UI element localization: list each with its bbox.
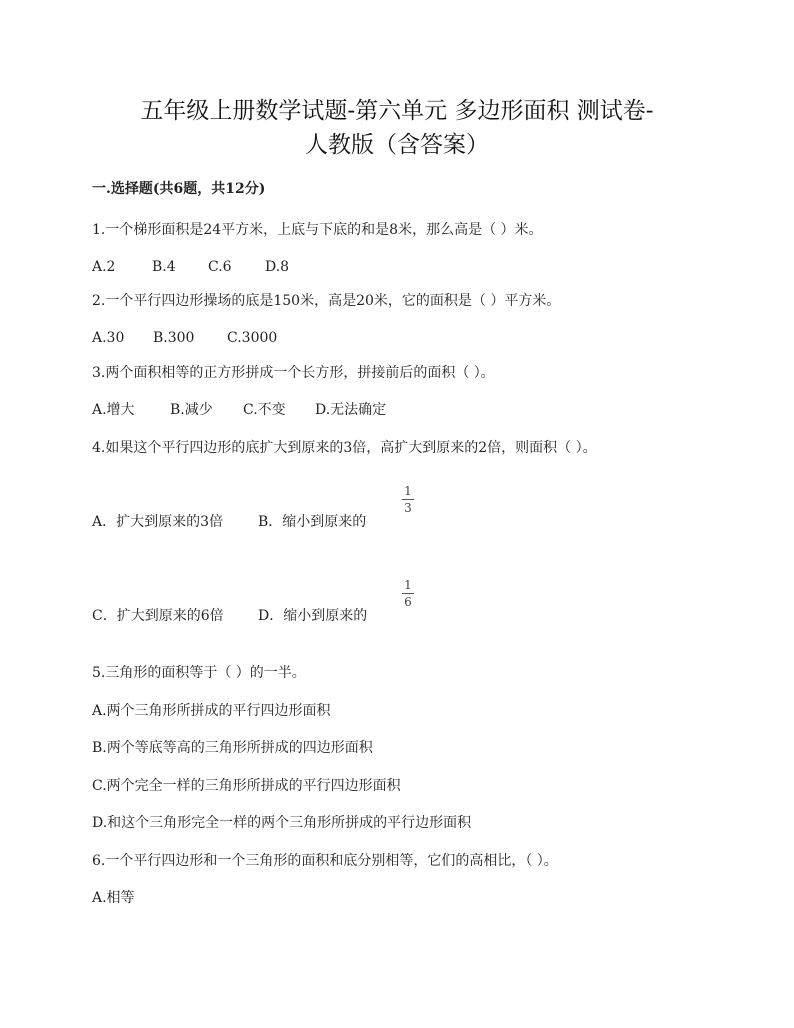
fraction-bar xyxy=(402,593,414,594)
q1-option-d: D.8 xyxy=(265,259,290,275)
q4-option-b: B．缩小到原来的 xyxy=(258,514,367,530)
question-1-options xyxy=(92,258,289,276)
q5-option-c: C.两个完全一样的三角形所拼成的平行四边形面积 xyxy=(92,778,401,794)
section-heading: 一.选择题(共6题，共12分) xyxy=(92,181,266,197)
question-4-options-row1 xyxy=(92,513,366,531)
q3-option-c: C.不变 xyxy=(243,402,286,418)
q1-option-a: A.2 xyxy=(92,259,116,275)
q3-option-d: D.无法确定 xyxy=(315,402,387,418)
q5-option-d: D.和这个三角形完全一样的两个三角形所拼成的平行边形面积 xyxy=(92,815,472,831)
fraction-bar xyxy=(402,499,414,500)
question-4-stem: 4.如果这个平行四边形的底扩大到原来的3倍，高扩大到原来的2倍，则面积（ ）。 xyxy=(92,440,597,456)
question-1-stem: 1.一个梯形面积是24平方米，上底与下底的和是8米，那么高是（ ）米。 xyxy=(92,222,543,238)
question-2-options xyxy=(92,329,277,347)
q4-option-c: C．扩大到原来的6倍 xyxy=(92,608,224,624)
q4-option-d: D．缩小到原来的 xyxy=(258,608,368,624)
question-3-stem: 3.两个面积相等的正方形拼成一个长方形，拼接前后的面积（ ）。 xyxy=(92,365,495,381)
fraction-numerator: 1 xyxy=(404,484,412,498)
document-title-line1: 五年级上册数学试题-第六单元 多边形面积 测试卷- xyxy=(140,98,654,124)
q3-option-b: B.减少 xyxy=(170,402,213,418)
fraction-numerator: 1 xyxy=(404,578,412,592)
q5-option-b: B.两个等底等高的三角形所拼成的四边形面积 xyxy=(92,740,373,756)
q1-option-c: C.6 xyxy=(208,259,232,275)
q2-option-a: A.30 xyxy=(92,330,125,346)
fraction-denominator: 6 xyxy=(404,595,412,609)
q4-option-a: A．扩大到原来的3倍 xyxy=(92,514,224,530)
q6-option-a: A.相等 xyxy=(92,890,135,906)
q2-option-b: B.300 xyxy=(153,330,195,346)
fraction-one-sixth xyxy=(402,578,414,609)
fraction-one-third xyxy=(402,484,414,515)
question-4-options-row2 xyxy=(92,607,367,625)
document-title-line2: 人教版（含答案） xyxy=(305,132,489,158)
q2-option-c: C.3000 xyxy=(227,330,278,346)
question-2-stem: 2.一个平行四边形操场的底是150米，高是20米，它的面积是（ ）平方米。 xyxy=(92,293,561,309)
question-6-stem: 6.一个平行四边形和一个三角形的面积和底分别相等，它们的高相比，（ ）。 xyxy=(92,853,558,869)
q3-option-a: A.增大 xyxy=(92,402,135,418)
question-3-options xyxy=(92,401,386,419)
question-5-stem: 5.三角形的面积等于（ ）的一半。 xyxy=(92,665,306,681)
q1-option-b: B.4 xyxy=(152,259,176,275)
fraction-denominator: 3 xyxy=(404,501,412,515)
q5-option-a: A.两个三角形所拼成的平行四边形面积 xyxy=(92,703,331,719)
